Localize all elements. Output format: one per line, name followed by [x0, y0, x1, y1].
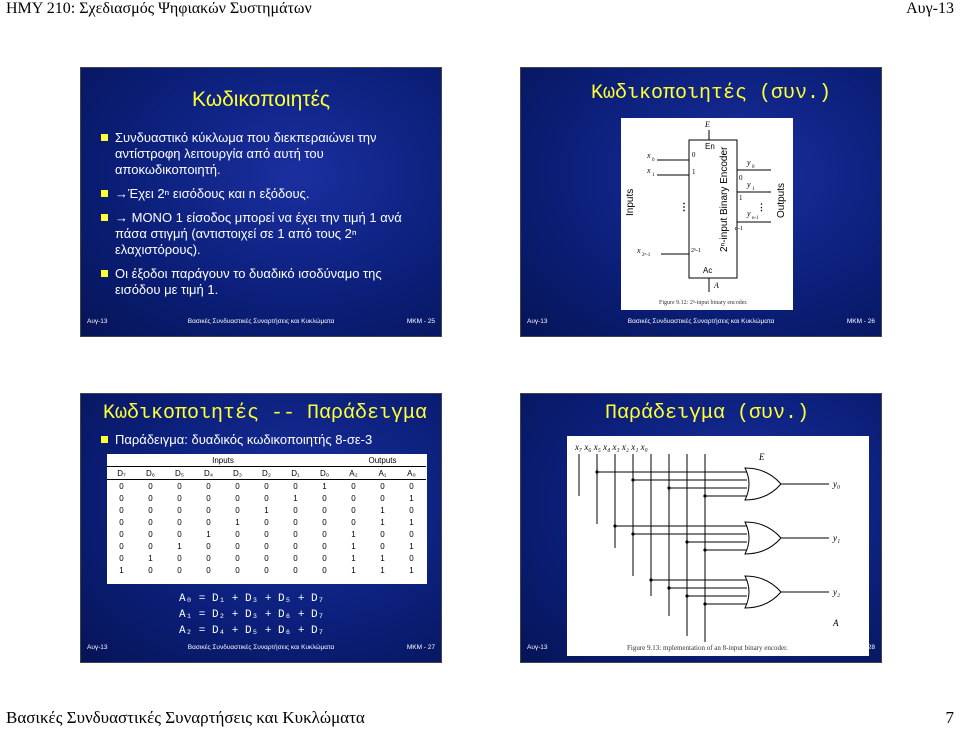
- encoder-box-label: 2ⁿ-input Binary Encoder: [719, 146, 730, 252]
- table-cell: 0: [322, 529, 327, 539]
- table-row: [107, 528, 426, 540]
- bullet-list: [95, 130, 425, 306]
- output-number: 1: [739, 194, 743, 202]
- page-number: 7: [945, 708, 954, 727]
- slide-footer: [521, 644, 881, 656]
- table-cell: 0: [206, 565, 211, 575]
- table-cell: 0: [235, 541, 240, 551]
- equation-a2: A₂ = D₄ + D₅ + D₆ + D₇: [179, 625, 325, 637]
- slide-footer-number: ΜΚΜ - 25: [406, 318, 435, 325]
- truth-table: [107, 454, 426, 576]
- encoder-circuit-figure: [567, 436, 869, 656]
- output-wires: [781, 484, 829, 592]
- table-cell: 0: [206, 553, 211, 563]
- input-ellipsis: ⋮: [679, 202, 689, 213]
- output-label: y: [747, 158, 751, 167]
- slide-footer-number: ΜΚΜ - 26: [846, 318, 875, 325]
- slide-footer-date: Αυγ-13: [527, 644, 548, 651]
- table-cell: 0: [235, 493, 240, 503]
- column-header-row: [107, 467, 426, 480]
- table-cell: 0: [119, 505, 124, 515]
- table-cell: 0: [148, 493, 153, 503]
- slide-footer: [81, 318, 441, 330]
- figure-caption: Figure 9.12: 2ⁿ-input binary encoder.: [659, 300, 748, 306]
- table-cell: 0: [148, 505, 153, 515]
- column-header: D₄: [203, 468, 214, 478]
- equations: [179, 591, 324, 639]
- output-subscript: n-1: [752, 216, 759, 221]
- bullet-item: →Έχει 2ⁿ εισόδους και n εξόδους.: [95, 186, 425, 202]
- slide-title: Κωδικοποιητές (συν.): [591, 82, 832, 105]
- table-cell: 1: [351, 529, 356, 539]
- table-cell: 0: [351, 517, 356, 527]
- table-cell: 1: [409, 517, 414, 527]
- table-cell: 0: [351, 481, 356, 491]
- table-cell: 1: [351, 553, 356, 563]
- bullet-list: [95, 432, 435, 456]
- active-label: A: [833, 618, 839, 628]
- table-cell: 1: [380, 505, 385, 515]
- en-label: En: [705, 142, 715, 151]
- table-cell: 0: [206, 517, 211, 527]
- table-cell: 0: [119, 517, 124, 527]
- table-cell: 0: [177, 565, 182, 575]
- table-cell: 1: [322, 481, 327, 491]
- table-cell: 0: [177, 493, 182, 503]
- table-cell: 0: [322, 493, 327, 503]
- ac-label: Ac: [703, 266, 713, 275]
- input-subscript: 2ⁿ-1: [642, 253, 651, 258]
- slide-footer-title: Βασικές Συνδυαστικές Συναρτήσεις και Κυκλώματα: [627, 318, 775, 325]
- inputs-label: Inputs: [625, 188, 636, 216]
- table-cell: 0: [380, 481, 385, 491]
- table-row: [107, 552, 426, 564]
- active-label: A: [714, 281, 719, 290]
- table-cell: 1: [119, 565, 124, 575]
- table-cell: 0: [177, 517, 182, 527]
- enable-label: E: [705, 120, 710, 129]
- column-header: D₇: [117, 468, 126, 478]
- truth-table-panel: [107, 454, 427, 584]
- output-y0-label: y₀: [833, 479, 841, 489]
- column-header: D₀: [319, 468, 330, 478]
- table-cell: 0: [235, 565, 240, 575]
- table-cell: 0: [119, 481, 124, 491]
- table-cell: 0: [206, 541, 211, 551]
- table-cell: 0: [206, 481, 211, 491]
- input-subscript: 0: [652, 158, 655, 163]
- table-cell: 0: [409, 481, 414, 491]
- input-subscript: 1: [652, 173, 655, 178]
- column-header: A₀: [407, 468, 416, 478]
- input-label: x: [637, 246, 641, 255]
- slide-footer: [81, 644, 441, 656]
- slide-footer-number: 28: [867, 644, 875, 651]
- table-cell: 0: [206, 505, 211, 515]
- table-cell: 0: [264, 553, 269, 563]
- page-header-title: ΗΜΥ 210: Σχεδιασμός Ψηφιακών Συστημάτων: [6, 0, 312, 17]
- inputs-header: Inputs: [107, 454, 339, 467]
- slide-footer-title: Βασικές Συνδυαστικές Συναρτήσεις και Κυκλώματα: [187, 318, 335, 325]
- slide-25: [80, 67, 442, 337]
- slide-title: Κωδικοποιητές -- Παράδειγμα: [103, 402, 428, 425]
- slide-footer: [521, 318, 881, 330]
- table-cell: 0: [293, 505, 298, 515]
- table-cell: 1: [235, 517, 240, 527]
- table-cell: 0: [264, 565, 269, 575]
- or-gate-y1: [745, 522, 781, 554]
- table-cell: 1: [351, 565, 356, 575]
- table-cell: 0: [293, 529, 298, 539]
- column-header: A₂: [349, 468, 358, 478]
- inputs-line: x₇ x₆ x₅ x₄ x₃ x₂ x₁ x₀: [575, 442, 648, 452]
- outputs-header: Outputs: [339, 454, 426, 467]
- table-cell: 1: [409, 493, 414, 503]
- output-ellipsis: ⋮: [757, 202, 766, 212]
- table-row: [107, 504, 426, 516]
- slide-footer-date: Αυγ-13: [87, 644, 108, 651]
- table-cell: 0: [293, 565, 298, 575]
- table-row: [107, 564, 426, 576]
- column-header: D₅: [175, 468, 184, 478]
- table-cell: 0: [322, 505, 327, 515]
- enable-label: E: [759, 452, 765, 462]
- input-label: x: [647, 166, 651, 175]
- page-footer-title: Βασικές Συνδυαστικές Συναρτήσεις και Κυκλώματα: [6, 708, 365, 727]
- table-cell: 0: [409, 553, 414, 563]
- output-label: y: [747, 209, 751, 218]
- table-row: [107, 480, 426, 493]
- or-gates: [745, 468, 781, 608]
- truth-table-body: [107, 480, 426, 577]
- column-header: D₂: [262, 468, 271, 478]
- table-cell: 0: [264, 517, 269, 527]
- table-cell: 0: [322, 553, 327, 563]
- bullet-item: Παράδειγμα: δυαδικός κωδικοποιητής 8-σε-3: [95, 432, 435, 448]
- table-cell: 0: [380, 541, 385, 551]
- table-cell: 0: [148, 529, 153, 539]
- table-cell: 0: [235, 481, 240, 491]
- slide-footer-title: Βασικές Συνδυαστικές Συναρτήσεις και Κυκλώματα: [187, 644, 335, 651]
- table-cell: 1: [148, 553, 153, 563]
- equation-a1: A₁ = D₂ + D₃ + D₆ + D₇: [179, 609, 325, 621]
- output-label: y: [747, 180, 751, 189]
- slide-footer-number: ΜΚΜ - 27: [406, 644, 435, 651]
- column-header: D₁: [291, 468, 300, 478]
- table-cell: 0: [293, 541, 298, 551]
- table-cell: 0: [148, 541, 153, 551]
- table-cell: 0: [148, 517, 153, 527]
- table-cell: 0: [119, 493, 124, 503]
- slide-footer-date: Αυγ-13: [527, 318, 548, 325]
- table-cell: 0: [409, 505, 414, 515]
- slide-27: [80, 393, 442, 663]
- page-header-date: Αυγ-13: [906, 0, 954, 17]
- or-gate-y2: [745, 576, 781, 608]
- table-cell: 0: [380, 493, 385, 503]
- table-cell: 0: [177, 505, 182, 515]
- table-cell: 0: [177, 553, 182, 563]
- table-cell: 0: [409, 529, 414, 539]
- bullet-item: → ΜΟΝΟ 1 είσοδος μπορεί να έχει την τιμή 1 ανά πάσα στιγμή (αντιστοιχεί σε 1 από τους 2ⁿ ελαχιστόρους).: [95, 210, 425, 258]
- output-y2-label: y₂: [833, 587, 841, 597]
- table-cell: 0: [119, 541, 124, 551]
- table-cell: 1: [351, 541, 356, 551]
- table-cell: 1: [293, 493, 298, 503]
- table-cell: 0: [293, 481, 298, 491]
- table-cell: 0: [322, 565, 327, 575]
- output-subscript: 1: [752, 187, 755, 192]
- table-cell: 0: [322, 517, 327, 527]
- table-cell: 1: [206, 529, 211, 539]
- table-cell: 1: [409, 565, 414, 575]
- table-cell: 0: [351, 493, 356, 503]
- table-cell: 1: [380, 517, 385, 527]
- table-cell: 1: [264, 505, 269, 515]
- figure-caption: Figure 9.13: mplementation of an 8-input binary encoder.: [627, 644, 788, 652]
- encoder-figure: [621, 118, 793, 310]
- table-cell: 0: [206, 493, 211, 503]
- table-cell: 1: [177, 541, 182, 551]
- output-number: n-1: [735, 226, 743, 232]
- table-cell: 0: [235, 529, 240, 539]
- table-cell: 0: [293, 553, 298, 563]
- table-cell: 0: [119, 553, 124, 563]
- table-cell: 0: [264, 541, 269, 551]
- output-number: 0: [739, 174, 743, 182]
- table-cell: 0: [293, 517, 298, 527]
- table-cell: 0: [235, 553, 240, 563]
- table-cell: 0: [380, 529, 385, 539]
- table-cell: 0: [235, 505, 240, 515]
- table-cell: 0: [177, 529, 182, 539]
- input-number: 2ⁿ-1: [691, 248, 701, 254]
- slide-title: Παράδειγμα (συν.): [605, 402, 810, 425]
- table-cell: 0: [322, 541, 327, 551]
- table-cell: 1: [380, 553, 385, 563]
- table-cell: 0: [264, 481, 269, 491]
- table-row: [107, 516, 426, 528]
- column-header: D₃: [232, 468, 243, 478]
- output-y1-label: y₁: [833, 533, 841, 543]
- input-wires: [579, 454, 747, 642]
- table-cell: 0: [351, 505, 356, 515]
- outputs-label: Outputs: [776, 182, 787, 218]
- table-cell: 0: [264, 529, 269, 539]
- output-pins: [735, 158, 771, 232]
- or-gate-y0: [745, 468, 781, 500]
- table-cell: 0: [177, 481, 182, 491]
- input-number: 1: [692, 168, 696, 176]
- slide-28: [520, 393, 882, 663]
- output-subscript: 0: [752, 165, 755, 170]
- table-cell: 0: [119, 529, 124, 539]
- slide-footer-date: Αυγ-13: [87, 318, 108, 325]
- input-number: 0: [692, 151, 696, 159]
- table-row: [107, 492, 426, 504]
- column-header: D₆: [145, 468, 155, 478]
- table-cell: 0: [264, 493, 269, 503]
- input-label: x: [647, 151, 651, 160]
- slide-26: [520, 67, 882, 337]
- table-row: [107, 540, 426, 552]
- column-header: A₁: [378, 468, 387, 478]
- bullet-item: Συνδυαστικό κύκλωμα που διεκπεραιώνει την αντίστροφη λειτουργία από αυτή του αποκωδικοποιητή.: [95, 130, 425, 178]
- equation-a0: A₀ = D₁ + D₃ + D₅ + D₇: [179, 593, 325, 605]
- table-cell: 0: [148, 481, 153, 491]
- bullet-item: Οι έξοδοι παράγουν το δυαδικό ισοδύναμο της εισόδου με τιμή 1.: [95, 266, 425, 298]
- table-cell: 0: [148, 565, 153, 575]
- slide-title: Κωδικοποιητές: [191, 88, 331, 111]
- table-cell: 1: [409, 541, 414, 551]
- table-cell: 1: [380, 565, 385, 575]
